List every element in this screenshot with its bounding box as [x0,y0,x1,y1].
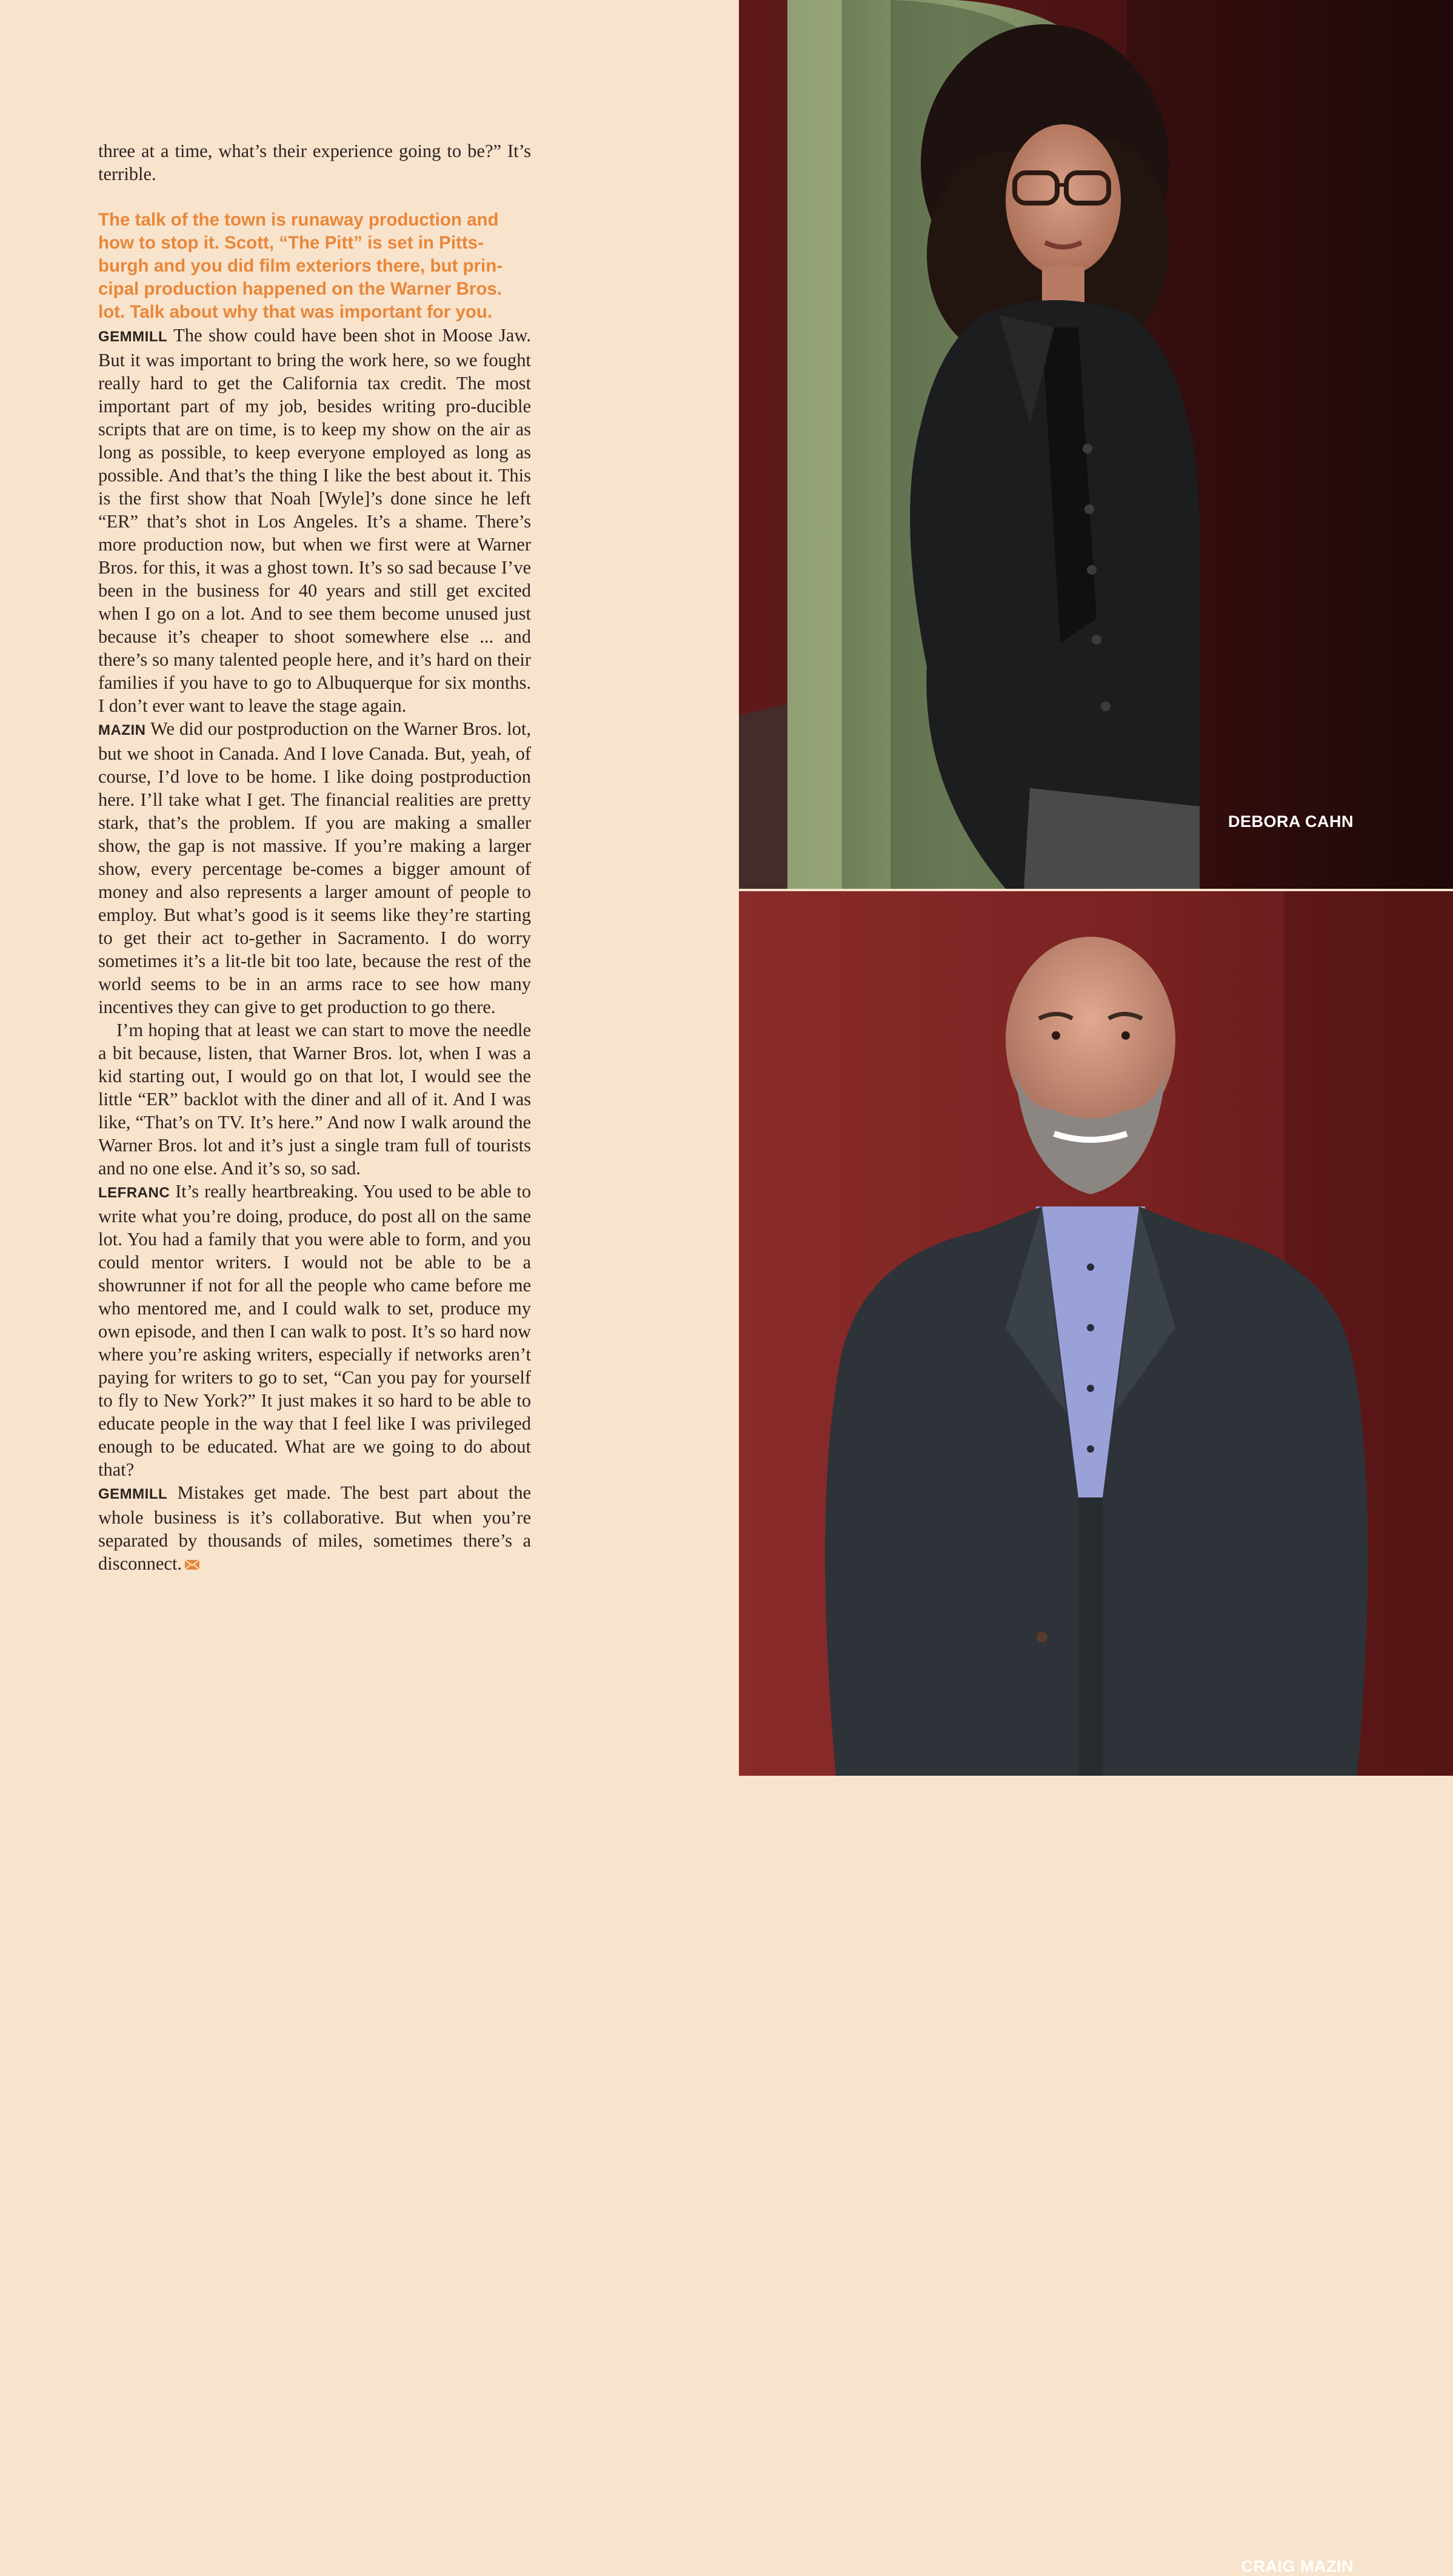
photo-caption: DEBORA CAHN [1228,812,1354,831]
speaker-name: LEFRANC [98,1185,170,1201]
portrait-photo-debora-cahn [739,0,1453,889]
answer-gemmill-1 [98,324,531,717]
intro-paragraph: three at a time, what’s their experience going to be?” It’s terrible. [98,141,531,184]
answer-text: It’s really heartbreaking. You used to be able to write what you’re doing, produce, do post all on the same lot. You had a family that you were able to form, and you could mentor writers. I would not be able to be a showrunner if not for all the people who came before me who mentored me, and I could walk to set, produce my own episode, and then I can walk to post. It’s so hard now where you’re asking writers, especially if networks aren’t paying for writers to go to set, “Can you pay for yourself to fly to New York?” It just makes it so hard to be able to educate people in the way that I feel like I was privileged enough to be educated. What are we going to do about that? [98,1181,531,1480]
portrait-illustration [739,891,1453,1776]
answer-gemmill-2 [98,1481,531,1575]
answer-lefranc [98,1180,531,1481]
answer-mazin [98,717,531,1019]
speaker-name: GEMMILL [98,329,168,345]
speaker-name: GEMMILL [98,1486,168,1502]
portrait-photo-craig-mazin [739,891,1453,2575]
answer-text: We did our postproduction on the Warner Bros. lot, but we shoot in Canada. And I love Canada. But, yeah, of course, I’d love to be home. I like doing postproduction here. I’ll take what I get. The financial realities are pretty stark, that’s the problem. If you are making a smaller show, the gap is not massive. If you’re making a larger show, every percentage be-comes a bigger amount of money and also represents a larger amount of people to employ. But what’s good is it seems like they’re starting to get their act to-gether in Sacramento. I do worry sometimes it’s a lit-tle bit too late, because the rest of the world seems to be in an arms race to see how many incentives they can give to get production to go there. [98,718,531,1017]
photo-caption: CRAIG MAZIN [1241,2557,1354,2575]
envelope-end-mark-icon [184,1559,200,1571]
article-column [98,139,531,1575]
answer-mazin-continued: I’m hoping that at least we can start to move the needle a bit because, listen, that Warner Bros. lot, when I was a kid starting out, I would go on that lot, I would see the little “ER” backlot with the diner and all of it. And I was like, “That’s on TV. It’s here.” And now I walk around the Warner Bros. lot and it’s just a single tram full of tourists and no one else. And it’s so, so sad. [98,1020,531,1179]
speaker-name: MAZIN [98,722,146,738]
portrait-illustration [739,0,1453,889]
answer-text: Mistakes get made. The best part about the whole business is it’s collaborative. But when you’re separated by thousands of miles, sometimes there’s a disconnect. [98,1482,531,1574]
answer-text: The show could have been shot in Moose Jaw. But it was important to bring the work here, so we fought really hard to get the California tax credit. The most important part of my job, besides writing pro-ducible scripts that are on time, is to keep my show on the air as long as possible, to keep everyone employed as long as possible. And that’s the thing I like the best about it. This is the first show that Noah [Wyle]’s done since he left “ER” that’s shot in Los Angeles. It’s a shame. There’s more production now, but when we first were at Warner Bros. for this, it was a ghost town. It’s so sad because I’ve been in the business for 40 years and still get excited when I go on a lot. And to see them become unused just because it’s cheaper to shoot somewhere else ... and there’s so many talented people here, and it’s hard on their families if you have to go to Albuquerque for six months. I don’t ever want to leave the stage again. [98,325,531,716]
interview-question: The talk of the town is runaway production and how to stop it. Scott, “The Pitt” is set in Pitts-burgh and you did film exteriors there, but prin-cipal production happened on the Warner Bros. lot. Talk about why that was important for you. [98,210,503,322]
